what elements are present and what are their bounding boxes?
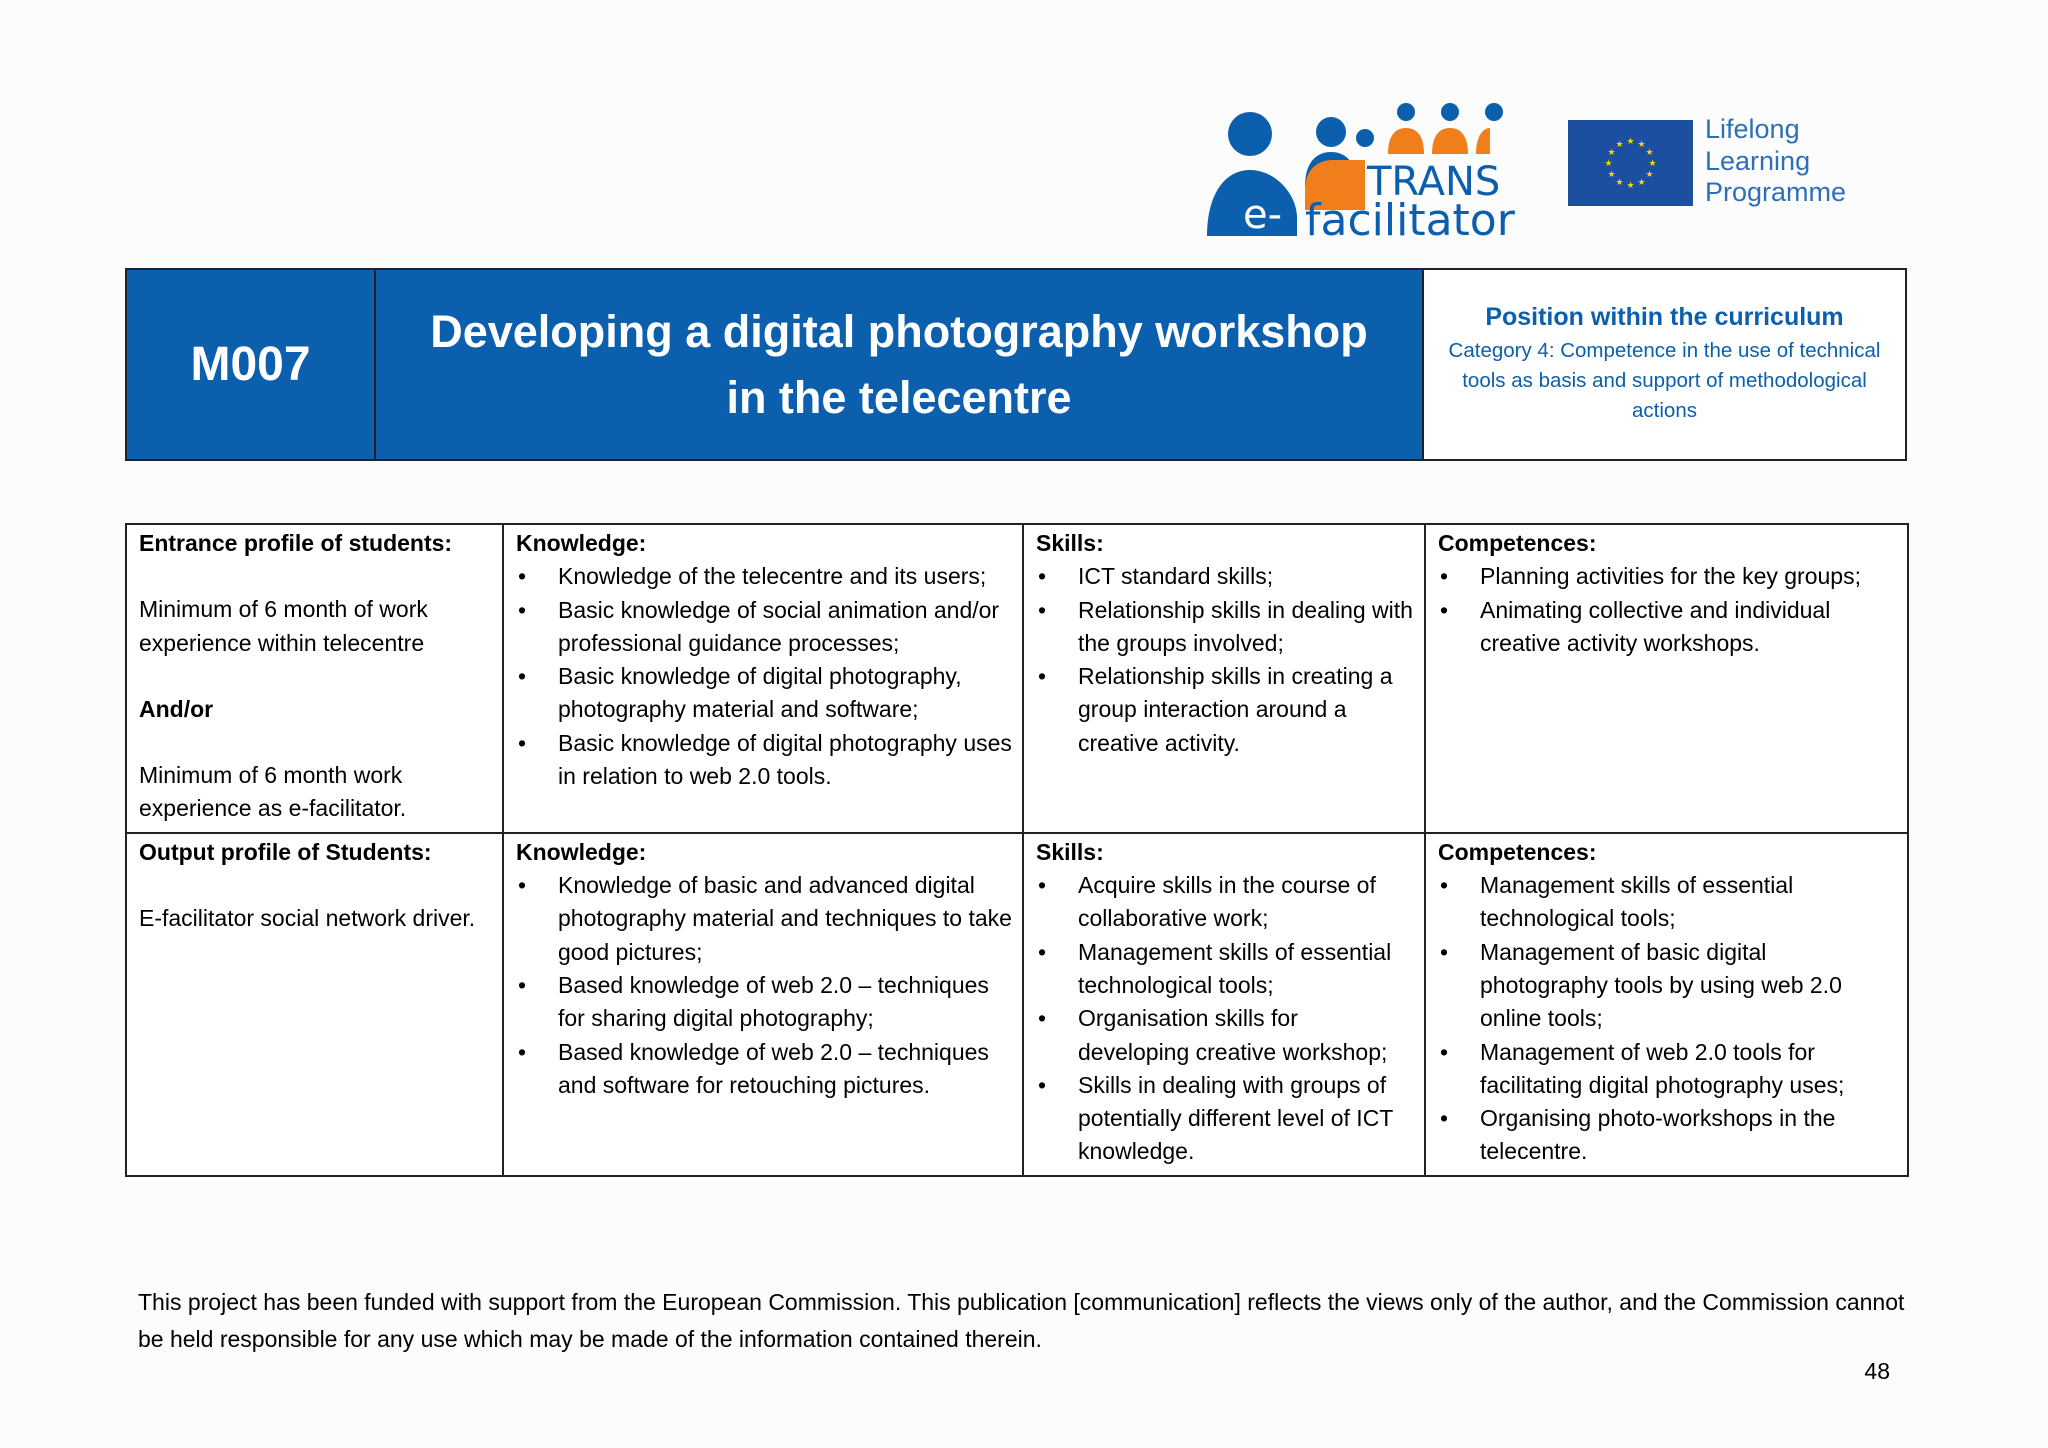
svg-text:★: ★ [1645,170,1654,180]
output-description: E-facilitator social network driver. [139,905,476,932]
module-header [125,268,1907,461]
output-profile-label: Output profile of Students: [139,838,432,865]
module-code: M007 [127,270,376,459]
list-item: • Basic knowledge of digital photography, photography material and software; [516,660,1012,727]
list-item: • Relationship skills in dealing with the groups involved; [1036,594,1414,661]
list-item: • Management of web 2.0 tools for facilitating digital photography uses; [1438,1036,1897,1103]
list-item: • Based knowledge of web 2.0 – techniques for sharing digital photography; [516,969,1012,1036]
list-item: • Organisation skills for developing creative workshop; [1036,1002,1414,1069]
svg-text:★: ★ [1607,148,1616,158]
skills-heading: Skills: [1036,530,1104,556]
svg-text:★: ★ [1648,159,1657,169]
entrance-profile-row [126,524,1908,833]
svg-text:★: ★ [1626,181,1635,191]
svg-text:★: ★ [1637,140,1646,150]
entrance-competences-cell [1425,524,1908,833]
output-competences-cell [1425,833,1908,1176]
list-item: • Knowledge of basic and advanced digital photography material and techniques to take good pictures; [516,869,1012,969]
list-item: • Knowledge of the telecentre and its users; [516,560,1012,593]
list-item: • Animating collective and individual creative activity workshops. [1438,594,1897,661]
entrance-requirement: Minimum of 6 month work experience as e-facilitator. [139,762,407,822]
output-knowledge-cell [503,833,1023,1176]
profile-table [125,523,1909,1177]
lifelong-learning-programme-logo [1705,114,1905,209]
e-prefix-logo-text: e- [1243,192,1283,238]
output-profile-row [126,833,1908,1176]
list-item: • Management skills of essential technological tools; [1036,936,1414,1003]
svg-text:★: ★ [1615,140,1624,150]
list-item: • Based knowledge of web 2.0 – techniques and software for retouching pictures. [516,1036,1012,1103]
eu-programme-line: Learning [1705,145,1811,176]
module-title: Developing a digital photography workshop in the telecentre [376,270,1424,459]
entrance-profile-label: Entrance profile of students: [139,530,453,556]
list-item: • ICT standard skills; [1036,560,1414,593]
svg-text:★: ★ [1626,137,1635,147]
list-item: • Planning activities for the key groups; [1438,560,1897,593]
skills-list [1036,869,1414,1169]
knowledge-heading: Knowledge: [516,530,647,556]
list-item: • Relationship skills in creating a group interaction around a creative activity. [1036,660,1414,760]
entrance-skills-cell [1023,524,1425,833]
entrance-knowledge-cell [503,524,1023,833]
competences-list [1438,560,1897,660]
skills-heading: Skills: [1036,838,1104,865]
skills-list [1036,560,1414,760]
curriculum-position [1424,270,1905,459]
facilitator-logo-text: facilitator [1305,195,1515,246]
and-or-label: And/or [139,695,214,722]
list-item: • Management skills of essential technological tools; [1438,869,1897,936]
svg-text:★: ★ [1604,159,1613,169]
svg-text:★: ★ [1615,178,1624,188]
page-number: 48 [1864,1358,1890,1384]
list-item: • Organising photo-workshops in the telecentre. [1438,1102,1897,1169]
entrance-requirement: Minimum of 6 month of work experience within telecentre [139,596,428,656]
curriculum-position-title: Position within the curriculum [1485,303,1844,331]
svg-text:★: ★ [1607,170,1616,180]
curriculum-position-text: Category 4: Competence in the use of technical tools as basis and support of methodological actions [1448,339,1881,422]
competences-list [1438,869,1897,1169]
trans-e-facilitator-logo [1205,98,1515,246]
trans-logo-text: TRANS [1367,159,1501,205]
output-profile-cell [126,833,503,1176]
svg-text:★: ★ [1637,178,1646,188]
knowledge-heading: Knowledge: [516,838,647,865]
list-item: • Skills in dealing with groups of potentially different level of ICT knowledge. [1036,1069,1414,1169]
svg-text:★: ★ [1645,148,1654,158]
list-item: • Basic knowledge of social animation and/or professional guidance processes; [516,594,1012,661]
funding-disclaimer: This project has been funded with support from the European Commission. This publication [communication] reflects the views only of the author, and the Commission cannot be held responsible for any use which may be made of the information contained therein. [138,1289,1905,1352]
competences-heading: Competences: [1438,838,1597,865]
eu-flag-icon [1568,120,1693,206]
list-item: • Management of basic digital photography tools by using web 2.0 online tools; [1438,936,1897,1036]
eu-programme-line: Programme [1705,177,1847,207]
list-item: • Acquire skills in the course of collaborative work; [1036,869,1414,936]
output-skills-cell [1023,833,1425,1176]
list-item: • Basic knowledge of digital photography uses in relation to web 2.0 tools. [516,727,1012,794]
knowledge-list [516,560,1012,793]
competences-heading: Competences: [1438,530,1597,556]
knowledge-list [516,869,1012,1102]
entrance-profile-cell [126,524,503,833]
eu-programme-line: Lifelong [1705,114,1800,144]
